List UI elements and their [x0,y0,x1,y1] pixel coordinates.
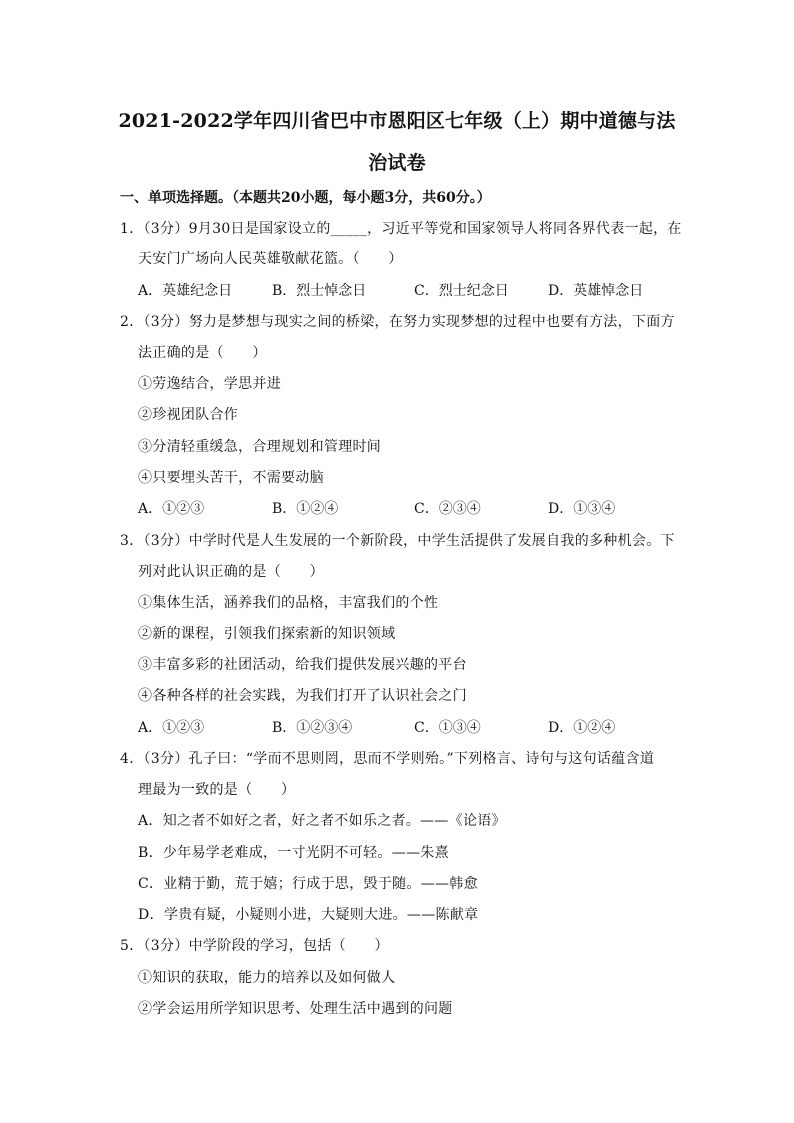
question-4-option-d[interactable]: D．学贵有疑，小疑则小进，大疑则大进。——陈献章 [138,907,479,923]
question-3-stem-line-2: 列对此认识正确的是（ ） [138,564,324,580]
choice-d[interactable]: D．英雄悼念日 [548,283,644,299]
question-2-item-4: ④只要埋头苦干，不需要动脑 [138,470,324,486]
question-4-option-b[interactable]: B．少年易学老难成，一寸光阴不可轻。——朱熹 [138,845,449,861]
question-2-stem-line-1: 2．（3分）努力是梦想与现实之间的桥梁，在努力实现梦想的过程中也要有方法，下面方 [120,314,675,330]
question-5-item-1: ①知识的获取，能力的培养以及如何做人 [138,970,396,986]
question-4-stem-line-1: 4．（3分）孔子曰：“学而不思则罔，思而不学则殆。”下列格言、诗句与这句话蕴含道 [120,751,655,767]
question-3-item-4: ④各种各样的社会实践，为我们打开了认识社会之门 [138,688,467,704]
question-1-stem-line-2: 天安门广场向人民英雄敬献花篮。（ ） [138,251,403,267]
choice-b[interactable]: B．烈士悼念日 [272,283,367,299]
choice-c[interactable]: C．②③④ [414,501,481,517]
choice-c[interactable]: C．烈士纪念日 [414,283,509,299]
question-4-option-a[interactable]: A．知之者不如好之者，好之者不如乐之者。——《论语》 [138,813,506,829]
question-2-item-2: ②珍视团队合作 [138,407,239,423]
question-3-item-2: ②新的课程，引领我们探索新的知识领域 [138,626,396,642]
question-5-stem-line-1: 5．（3分）中学阶段的学习，包括（ ） [120,938,389,954]
question-3-stem-line-1: 3．（3分）中学时代是人生发展的一个新阶段，中学生活提供了发展自我的多种机会。下 [120,533,675,549]
choice-a[interactable]: A．英雄纪念日 [138,283,233,299]
question-3-item-1: ①集体生活，涵养我们的品格，丰富我们的个性 [138,595,439,611]
question-3-item-3: ③丰富多彩的社团活动，给我们提供发展兴趣的平台 [138,657,467,673]
question-5-item-2: ②学会运用所学知识思考、处理生活中遇到的问题 [138,1001,453,1017]
exam-title-line-1: 2021-2022学年四川省巴中市恩阳区七年级（上）期中道德与法 [118,110,676,132]
choice-a[interactable]: A．①②③ [138,501,205,517]
question-2-stem-line-2: 法正确的是（ ） [138,345,267,361]
choice-d[interactable]: D．①②④ [548,720,616,736]
section-heading: 一、单项选择题。（本题共20小题，每小题3分，共60分。） [120,190,491,206]
choice-a[interactable]: A．①②③ [138,720,205,736]
choice-b[interactable]: B．①②④ [272,501,339,517]
question-2-item-1: ①劳逸结合，学思并进 [138,376,281,392]
question-4-stem-line-2: 理最为一致的是（ ） [138,782,296,798]
choice-c[interactable]: C．①③④ [414,720,481,736]
question-4-option-c[interactable]: C．业精于勤，荒于嬉；行成于思，毁于随。——韩愈 [138,876,478,892]
choice-b[interactable]: B．①②③④ [272,720,353,736]
exam-title-line-2: 治试卷 [368,152,426,174]
question-1-stem-line-1: 1．（3分）9月30日是国家设立的_____，习近平等党和国家领导人将同各界代表一起，在 [120,221,682,237]
choice-d[interactable]: D．①③④ [548,501,616,517]
question-2-item-3: ③分清轻重缓急，合理规划和管理时间 [138,439,382,455]
